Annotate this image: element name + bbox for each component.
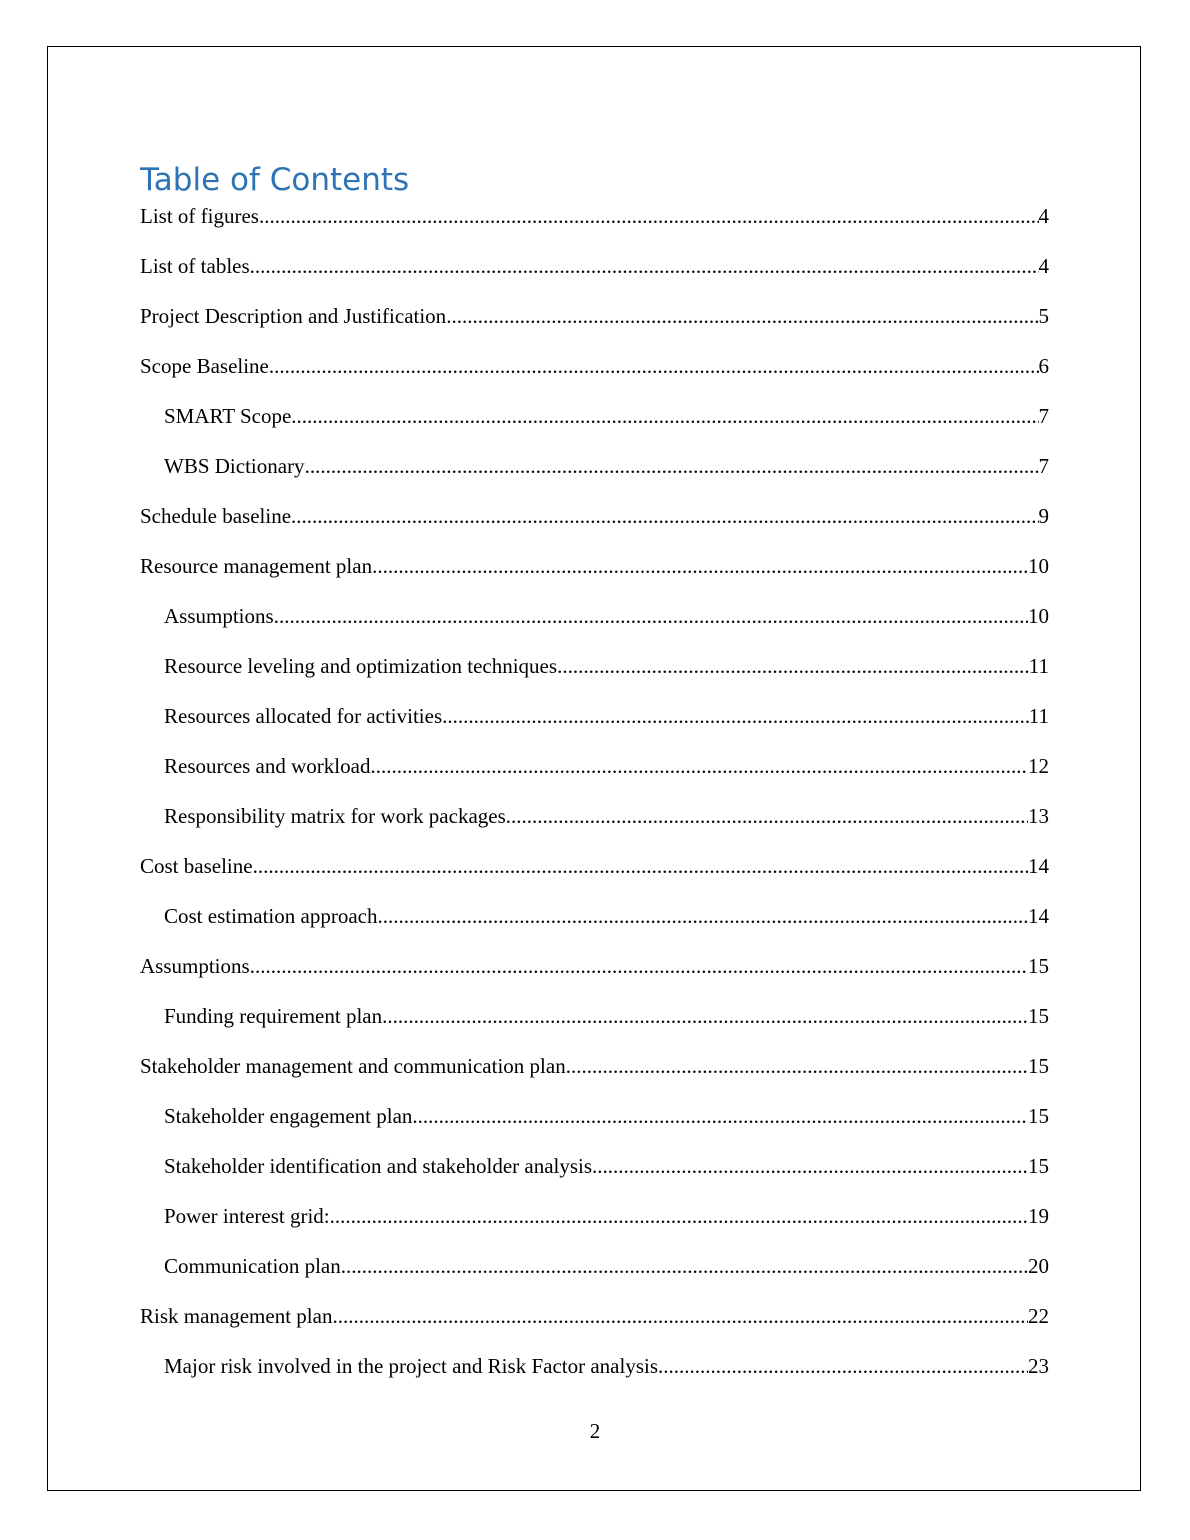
toc-entry-label: SMART Scope — [164, 404, 292, 428]
toc-entry-label: Assumptions — [164, 604, 274, 628]
toc-dot-leader — [412, 1099, 1028, 1133]
toc-dot-leader — [592, 1149, 1028, 1183]
toc-dot-leader — [446, 299, 1038, 333]
toc-entry[interactable] — [140, 899, 1049, 949]
toc-dot-leader — [557, 649, 1029, 683]
toc-dot-leader — [341, 1249, 1028, 1283]
toc-dot-leader — [332, 1299, 1028, 1333]
toc-entry-page-number: 4 — [1038, 254, 1049, 278]
toc-entry-page-number: 7 — [1038, 404, 1049, 428]
toc-entry[interactable] — [140, 599, 1049, 649]
toc-entry-page-number: 13 — [1028, 804, 1049, 828]
toc-entry-label: Power interest grid: — [164, 1204, 330, 1228]
toc-entry[interactable] — [140, 1149, 1049, 1199]
toc-dot-leader — [330, 1199, 1028, 1233]
toc-entry-page-number: 23 — [1028, 1354, 1049, 1378]
toc-dot-leader — [291, 499, 1038, 533]
toc-entry-label: Stakeholder identification and stakeholder analysis — [164, 1154, 593, 1178]
toc-entry[interactable] — [140, 999, 1049, 1049]
toc-entry-label: Assumptions — [140, 954, 250, 978]
toc-entry[interactable] — [140, 449, 1049, 499]
toc-dot-leader — [382, 999, 1028, 1033]
toc-entry-label: Funding requirement plan — [164, 1004, 383, 1028]
toc-dot-leader — [372, 549, 1028, 583]
toc-entry-page-number: 9 — [1038, 504, 1049, 528]
toc-title: Table of Contents — [140, 162, 410, 198]
toc-entry[interactable] — [140, 349, 1049, 399]
toc-entry[interactable] — [140, 1299, 1049, 1349]
toc-entry-page-number: 19 — [1028, 1204, 1049, 1228]
toc-entry-label: Scope Baseline — [140, 354, 269, 378]
toc-entry-page-number: 5 — [1038, 304, 1049, 328]
toc-entry[interactable] — [140, 749, 1049, 799]
toc-entry-page-number: 15 — [1028, 954, 1049, 978]
toc-entry[interactable] — [140, 649, 1049, 699]
toc-entry-label: Project Description and Justification — [140, 304, 447, 328]
toc-entry-label: Resource management plan — [140, 554, 373, 578]
toc-entry-label: Schedule baseline — [140, 504, 292, 528]
toc-entry-page-number: 14 — [1028, 904, 1049, 928]
toc-dot-leader — [250, 249, 1039, 283]
toc-dot-leader — [566, 1049, 1028, 1083]
toc-entry[interactable] — [140, 849, 1049, 899]
page-number: 2 — [589, 1419, 601, 1443]
toc-entry-page-number: 22 — [1028, 1304, 1049, 1328]
toc-entry-label: List of tables — [140, 254, 250, 278]
toc-entry-page-number: 11 — [1028, 654, 1049, 678]
toc-entry-page-number: 10 — [1028, 554, 1049, 578]
toc-entry-page-number: 11 — [1028, 704, 1049, 728]
toc-list — [140, 199, 1049, 1399]
toc-dot-leader — [377, 899, 1028, 933]
toc-entry-label: Resource leveling and optimization techniques — [164, 654, 558, 678]
toc-entry[interactable] — [140, 249, 1049, 299]
toc-entry-page-number: 7 — [1038, 454, 1049, 478]
toc-entry-page-number: 15 — [1028, 1104, 1049, 1128]
toc-entry[interactable] — [140, 1349, 1049, 1399]
toc-entry-page-number: 10 — [1028, 604, 1049, 628]
toc-entry[interactable] — [140, 499, 1049, 549]
toc-entry[interactable] — [140, 1199, 1049, 1249]
toc-entry-label: Resources and workload — [164, 754, 371, 778]
toc-entry-label: Cost estimation approach — [164, 904, 378, 928]
toc-entry-label: Risk management plan — [140, 1304, 333, 1328]
toc-entry[interactable] — [140, 399, 1049, 449]
toc-dot-leader — [442, 699, 1029, 733]
toc-entry[interactable] — [140, 799, 1049, 849]
toc-entry-label: Stakeholder engagement plan — [164, 1104, 413, 1128]
toc-entry-page-number: 6 — [1038, 354, 1049, 378]
toc-entry-page-number: 20 — [1028, 1254, 1049, 1278]
toc-dot-leader — [370, 749, 1028, 783]
toc-entry[interactable] — [140, 299, 1049, 349]
toc-entry-label: Cost baseline — [140, 854, 253, 878]
toc-entry-page-number: 15 — [1028, 1154, 1049, 1178]
toc-entry[interactable] — [140, 549, 1049, 599]
toc-entry[interactable] — [140, 1049, 1049, 1099]
toc-entry-page-number: 4 — [1038, 204, 1049, 228]
toc-entry-label: WBS Dictionary — [164, 454, 305, 478]
toc-entry-page-number: 15 — [1028, 1054, 1049, 1078]
toc-entry-label: Resources allocated for activities — [164, 704, 443, 728]
toc-entry[interactable] — [140, 949, 1049, 999]
toc-entry-label: Major risk involved in the project and Risk Factor analysis — [164, 1354, 658, 1378]
toc-dot-leader — [269, 349, 1039, 383]
toc-entry-label: Responsibility matrix for work packages — [164, 804, 506, 828]
toc-entry[interactable] — [140, 199, 1049, 249]
toc-entry-label: List of figures — [140, 204, 259, 228]
toc-dot-leader — [250, 949, 1028, 983]
toc-entry[interactable] — [140, 1099, 1049, 1149]
toc-entry[interactable] — [140, 1249, 1049, 1299]
toc-entry-label: Stakeholder management and communication plan — [140, 1054, 566, 1078]
toc-dot-leader — [291, 399, 1038, 433]
toc-entry-page-number: 15 — [1028, 1004, 1049, 1028]
toc-entry[interactable] — [140, 699, 1049, 749]
toc-dot-leader — [658, 1349, 1028, 1383]
toc-entry-page-number: 12 — [1028, 754, 1049, 778]
toc-entry-label: Communication plan — [164, 1254, 341, 1278]
toc-dot-leader — [305, 449, 1039, 483]
toc-entry-page-number: 14 — [1028, 854, 1049, 878]
toc-dot-leader — [259, 199, 1039, 233]
toc-dot-leader — [506, 799, 1028, 833]
toc-dot-leader — [274, 599, 1028, 633]
toc-dot-leader — [253, 849, 1028, 883]
